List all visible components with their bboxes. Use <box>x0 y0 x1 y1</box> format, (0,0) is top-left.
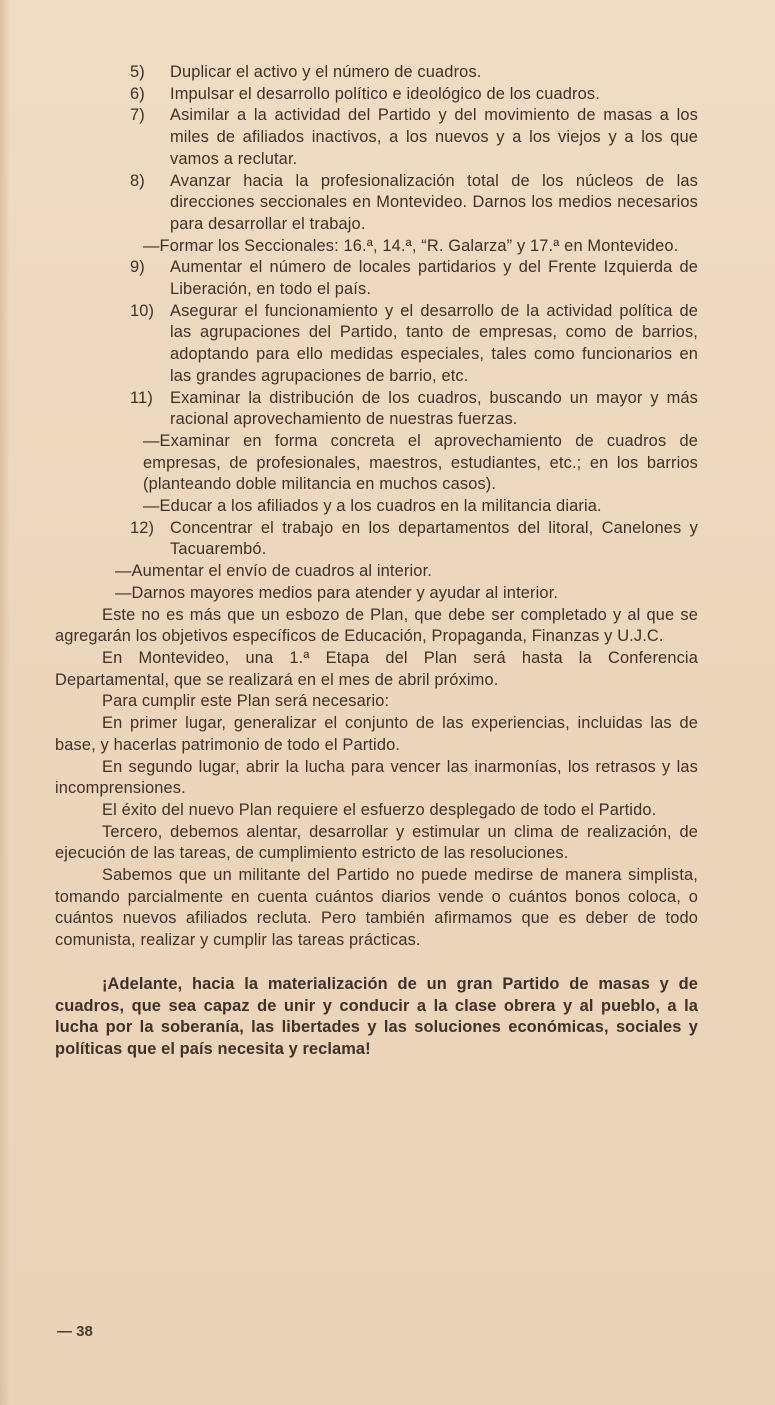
body-paragraph: En primer lugar, generalizar el conjunto de las experiencias, incluidas las de base, y hacerlas patrimonio de todo el Partido. <box>55 714 698 754</box>
item-number: 9) <box>130 258 145 277</box>
list-item <box>55 171 698 236</box>
body-paragraph: En Montevideo, una 1.ª Etapa del Plan será hasta la Conferencia Departamental, que se realizará en el mes de abril próximo. <box>55 648 698 689</box>
list-item <box>55 518 698 561</box>
sub-item: —Aumentar el envío de cuadros al interior. <box>115 562 432 581</box>
body-paragraph: Tercero, debemos alentar, desarrollar y estimular un clima de realización, de ejecución de las tareas, de cumplimiento estricto de las resoluciones. <box>55 822 698 863</box>
item-text: Aumentar el número de locales partidarios y del Frente Izquierda de Liberación, en todo el país. <box>170 258 698 299</box>
page-text <box>55 62 698 1077</box>
item-number: 8) <box>130 171 145 190</box>
list-item <box>55 84 698 106</box>
item-number: 10) <box>130 301 155 320</box>
body-paragraph: Para cumplir este Plan será necesario: <box>102 692 390 711</box>
item-text: Concentrar el trabajo en los departamentos del litoral, Canelones y Tacuarembó. <box>170 518 698 559</box>
list-item <box>55 257 698 300</box>
list-item <box>55 62 698 84</box>
sub-item: —Darnos mayores medios para atender y ayudar al interior. <box>115 583 559 602</box>
item-text: Avanzar hacia la profesionalización total de los núcleos de las direcciones seccionales en Montevideo. Darnos los medios necesarios para desarrollar el trabajo. <box>170 171 698 233</box>
sub-item: —Educar a los afiliados y a los cuadros en la militancia diaria. <box>143 497 602 516</box>
body-paragraph: El éxito del nuevo Plan requiere el esfuerzo desplegado de todo el Partido. <box>102 800 657 819</box>
list-item <box>55 301 698 388</box>
item-text: Examinar la distribución de los cuadros, buscando un mayor y más racional aprovechamiento de nuestras fuerzas. <box>170 388 698 429</box>
item-number: 11) <box>130 388 153 407</box>
body-paragraph: En segundo lugar, abrir la lucha para vencer las inarmonías, los retrasos y las incomprensiones. <box>55 757 698 798</box>
item-text: Asimilar a la actividad del Partido y del movimiento de masas a los miles de afiliados inactivos, a los nuevos y a los viejos y a los que vamos a reclutar. <box>170 106 698 168</box>
list-item <box>55 105 698 170</box>
item-number: 5) <box>130 63 145 81</box>
item-number: 6) <box>130 84 145 103</box>
sub-item: —Formar los Seccionales: 16.ª, 14.ª, “R. Galarza” y 17.ª en Montevideo. <box>143 236 679 255</box>
body-paragraph: Este no es más que un esbozo de Plan, que debe ser completado y al que se agregarán los objetivos específicos de Educación, Propaganda, Finanzas y U.J.C. <box>55 605 698 646</box>
item-number: 7) <box>130 106 145 125</box>
closing-exhortation: ¡Adelante, hacia la materialización de un gran Partido de masas y de cuadros, que sea capaz de unir y conducir a la clase obrera y al pueblo, a la lucha por la soberanía, las libertades y las soluciones económicas, sociales y políticas que el país necesita y reclama! <box>55 974 698 1058</box>
page-number: — 38 <box>57 1323 93 1340</box>
item-text: Impulsar el desarrollo político e ideológico de los cuadros. <box>170 84 600 103</box>
item-text: Duplicar el activo y el número de cuadros. <box>170 63 482 81</box>
sub-item: —Examinar en forma concreta el aprovechamiento de cuadros de empresas, de profesionales, maestros, estudiantes, etc.; en los barrios (planteando doble militancia en muchos casos). <box>143 431 698 494</box>
item-number: 12) <box>130 518 155 537</box>
list-item <box>55 388 698 431</box>
body-paragraph: Sabemos que un militante del Partido no puede medirse de manera simplista, tomando parcialmente en cuenta cuántos diarios vende o cuántos bonos coloca, o cuántos nuevos afiliados recluta. Pero también afirmamos que es deber de todo comunista, realizar y cumplir las tareas prácticas. <box>55 866 698 950</box>
item-text: Asegurar el funcionamiento y el desarrollo de la actividad política de las agrupaciones del Partido, tanto de empresas, como de barrios, adoptando para ello medidas especiales, tales como funcionarios en las grandes agrupaciones de barrio, etc. <box>170 301 698 385</box>
